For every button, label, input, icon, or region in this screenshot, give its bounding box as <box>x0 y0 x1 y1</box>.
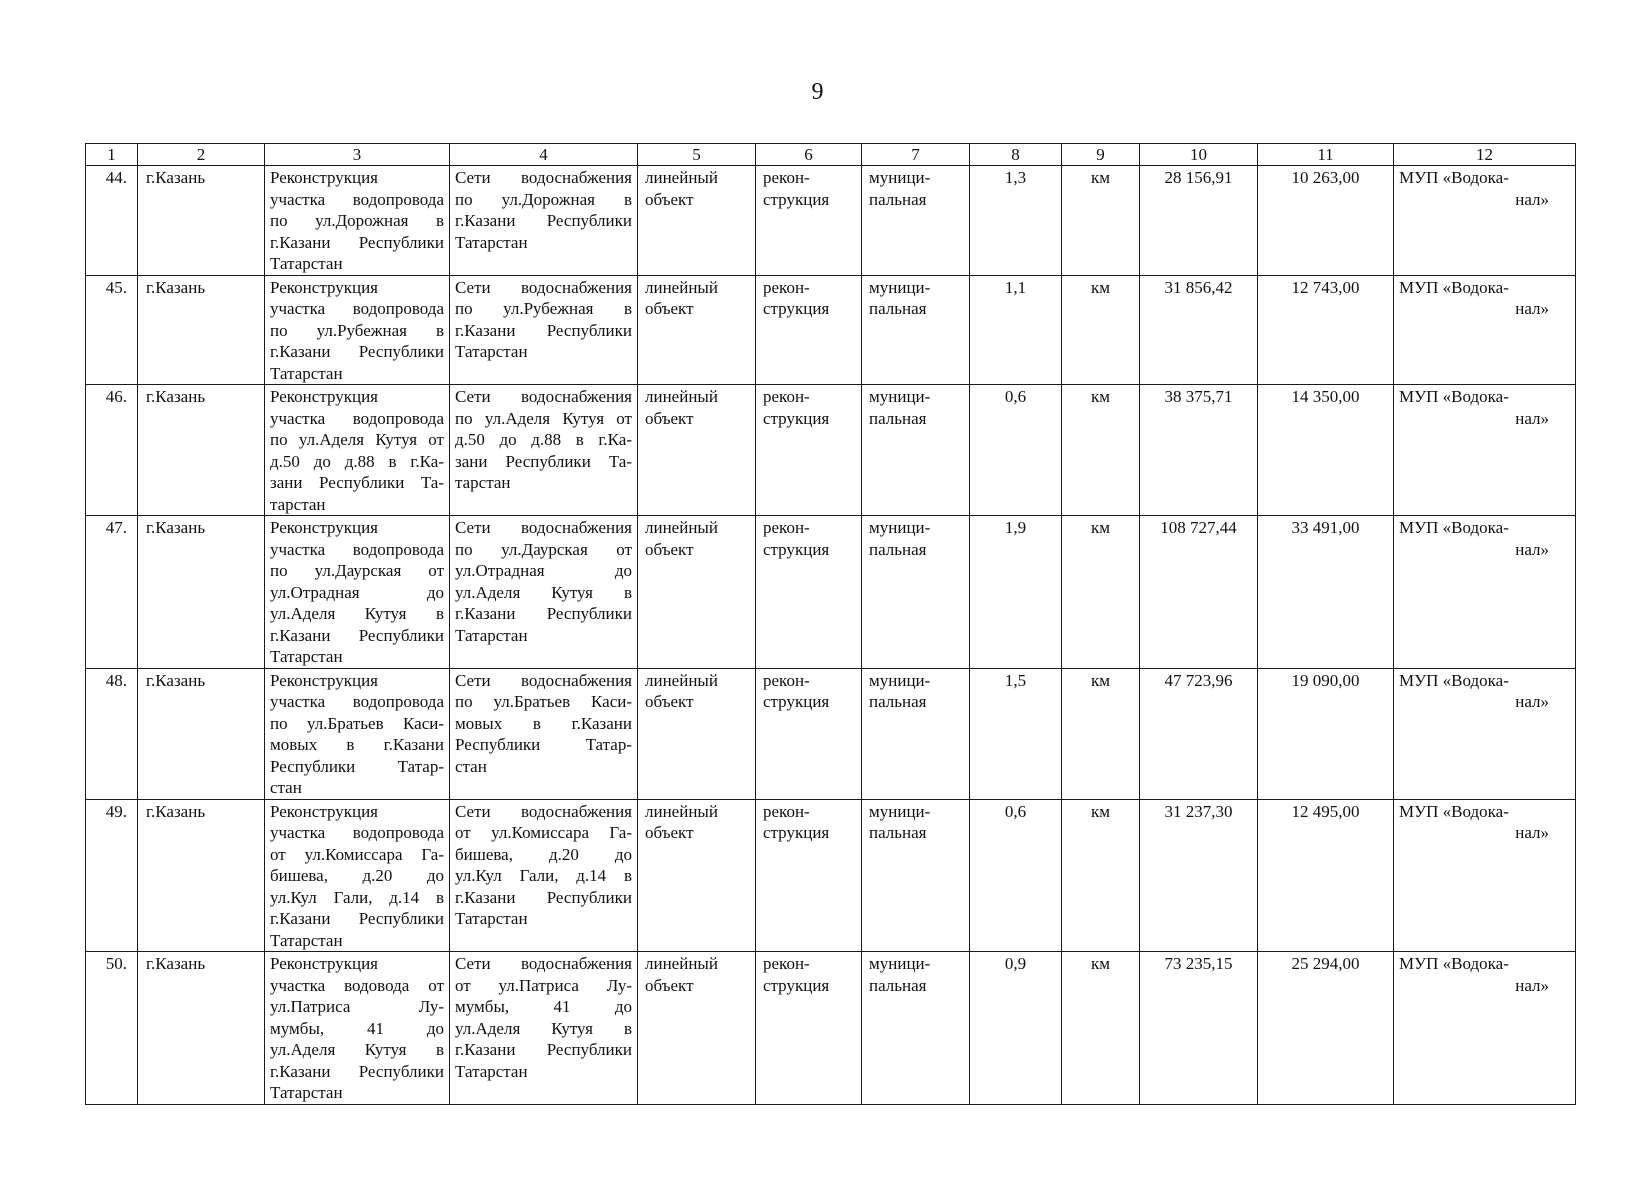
object-name-cell <box>450 166 638 276</box>
unit-cell: км <box>1062 166 1140 276</box>
ownership-cell <box>862 275 970 385</box>
object-name-cell <box>450 275 638 385</box>
length-cell: 1,1 <box>970 275 1062 385</box>
ownership-cell-line: пальная <box>869 975 927 995</box>
object-name-cell-line: Сети водоснабжения <box>455 387 632 406</box>
work-type-cell-line: струкция <box>763 539 830 559</box>
organization-cell-line: нал» <box>1515 189 1549 209</box>
organization-cell-line: МУП «Водока- <box>1399 518 1509 537</box>
work-type-cell <box>756 799 862 952</box>
object-name-cell-line: Татарстан <box>455 342 528 361</box>
object-name-cell-line: Сети водоснабжения <box>455 954 632 973</box>
row-number-cell: 46. <box>86 385 138 516</box>
object-name-cell-line: Сети водоснабжения <box>455 801 632 821</box>
work-type-cell <box>756 385 862 516</box>
city-cell: г.Казань <box>138 166 265 276</box>
project-name-cell-line: ул.Патриса Лу- <box>270 997 444 1016</box>
cost-cell: 28 156,91 <box>1140 166 1258 276</box>
object-type-cell <box>638 275 756 385</box>
city-cell: г.Казань <box>138 952 265 1105</box>
object-type-cell <box>638 166 756 276</box>
project-name-cell-line: по ул.Дорожная в <box>270 211 444 230</box>
object-name-cell-line: Татарстан <box>455 625 528 645</box>
project-name-cell-line: участка водопровода <box>270 299 444 318</box>
unit-cell: км <box>1062 668 1140 799</box>
object-name-cell-line: от ул.Комиссара Га- <box>455 823 632 842</box>
object-type-cell-line: объект <box>645 692 694 711</box>
cost-cell: 38 375,71 <box>1140 385 1258 516</box>
object-type-cell <box>638 952 756 1105</box>
row-number-cell: 48. <box>86 668 138 799</box>
ownership-cell-line: пальная <box>869 408 927 428</box>
project-name-cell <box>265 516 450 669</box>
object-name-cell-line: по ул.Дорожная в <box>455 189 632 209</box>
object-name-cell-line: по ул.Даурская от <box>455 539 632 559</box>
work-type-cell <box>756 668 862 799</box>
header-cell: 4 <box>450 144 638 166</box>
object-name-cell-line: г.Казани Республики <box>455 887 632 907</box>
object-name-cell-line: ул.Кул Гали, д.14 в <box>455 866 632 885</box>
object-type-cell-line: объект <box>645 975 694 995</box>
object-type-cell-line: линейный <box>645 801 718 821</box>
table-row <box>86 516 1576 669</box>
project-name-cell-line: г.Казани Республики <box>270 232 444 252</box>
organization-cell-line: нал» <box>1515 692 1549 711</box>
work-type-cell-line: струкция <box>763 408 830 428</box>
header-cell: 6 <box>756 144 862 166</box>
work-type-cell-line: рекон- <box>763 954 810 973</box>
project-name-cell-line: участка водопровода <box>270 189 444 209</box>
project-name-cell-line: мумбы, 41 до <box>270 1018 444 1038</box>
table-row <box>86 799 1576 952</box>
unit-cell: км <box>1062 799 1140 952</box>
project-name-cell-line: Реконструкция <box>270 801 379 821</box>
ownership-cell-line: пальная <box>869 823 927 842</box>
amount-cell: 33 491,00 <box>1258 516 1394 669</box>
length-cell: 1,5 <box>970 668 1062 799</box>
project-name-cell-line: участка водопровода <box>270 539 444 559</box>
object-type-cell-line: объект <box>645 189 694 209</box>
object-type-cell-line: линейный <box>645 670 718 690</box>
object-name-cell-line: Сети водоснабжения <box>455 277 632 297</box>
object-name-cell <box>450 668 638 799</box>
header-cell: 7 <box>862 144 970 166</box>
project-name-cell-line: Реконструкция <box>270 168 379 187</box>
organization-cell <box>1394 385 1576 516</box>
ownership-cell-line: муници- <box>869 387 931 406</box>
amount-cell: 12 743,00 <box>1258 275 1394 385</box>
project-name-cell-line: г.Казани Республики <box>270 909 444 928</box>
ownership-cell-line: муници- <box>869 801 931 821</box>
amount-cell: 14 350,00 <box>1258 385 1394 516</box>
project-name-cell-line: Реконструкция <box>270 954 379 973</box>
object-name-cell-line: г.Казани Республики <box>455 1040 632 1059</box>
ownership-cell-line: пальная <box>869 692 927 711</box>
organization-cell-line: нал» <box>1515 408 1549 428</box>
work-type-cell-line: струкция <box>763 299 830 318</box>
cost-cell: 31 237,30 <box>1140 799 1258 952</box>
work-type-cell <box>756 275 862 385</box>
header-cell: 2 <box>138 144 265 166</box>
object-name-cell-line: д.50 до д.88 в г.Ка- <box>455 430 632 449</box>
object-type-cell-line: линейный <box>645 518 718 537</box>
unit-cell: км <box>1062 385 1140 516</box>
organization-cell-line: нал» <box>1515 975 1549 995</box>
header-cell: 3 <box>265 144 450 166</box>
row-number-cell: 50. <box>86 952 138 1105</box>
object-name-cell-line: Татарстан <box>455 232 528 252</box>
city-cell: г.Казань <box>138 799 265 952</box>
object-name-cell-line: тарстан <box>455 473 511 492</box>
data-table-wrapper <box>85 143 1575 1105</box>
organization-cell-line: МУП «Водока- <box>1399 670 1509 690</box>
organization-cell-line: МУП «Водока- <box>1399 277 1509 297</box>
object-name-cell-line: по ул.Братьев Каси- <box>455 692 632 711</box>
ownership-cell-line: муници- <box>869 954 931 973</box>
object-name-cell-line: бишева, д.20 до <box>455 844 632 864</box>
ownership-cell <box>862 668 970 799</box>
city-cell: г.Казань <box>138 516 265 669</box>
organization-cell <box>1394 516 1576 669</box>
project-name-cell-line: г.Казани Республики <box>270 1061 444 1081</box>
header-cell: 1 <box>86 144 138 166</box>
object-type-cell <box>638 668 756 799</box>
object-name-cell-line: мумбы, 41 до <box>455 997 632 1016</box>
data-table <box>85 143 1576 1105</box>
object-name-cell-line: стан <box>455 756 487 776</box>
project-name-cell-line: по ул.Рубежная в <box>270 320 444 340</box>
organization-cell <box>1394 166 1576 276</box>
work-type-cell-line: струкция <box>763 189 830 209</box>
object-name-cell <box>450 952 638 1105</box>
object-type-cell <box>638 385 756 516</box>
object-name-cell-line: Сети водоснабжения <box>455 168 632 187</box>
work-type-cell-line: струкция <box>763 692 830 711</box>
length-cell: 0,6 <box>970 385 1062 516</box>
object-name-cell-line: ул.Аделя Кутуя в <box>455 1018 632 1038</box>
page-number: 9 <box>811 79 824 105</box>
object-name-cell-line: зани Республики Та- <box>455 451 632 471</box>
cost-cell: 73 235,15 <box>1140 952 1258 1105</box>
project-name-cell-line: участка водопровода <box>270 692 444 711</box>
project-name-cell-line: Реконструкция <box>270 277 379 297</box>
project-name-cell-line: тарстан <box>270 494 326 514</box>
length-cell: 0,6 <box>970 799 1062 952</box>
object-type-cell-line: объект <box>645 299 694 318</box>
organization-cell <box>1394 799 1576 952</box>
city-cell: г.Казань <box>138 668 265 799</box>
project-name-cell <box>265 275 450 385</box>
unit-cell: км <box>1062 275 1140 385</box>
length-cell: 1,3 <box>970 166 1062 276</box>
project-name-cell-line: мовых в г.Казани <box>270 735 444 754</box>
table-body <box>86 166 1576 1105</box>
work-type-cell-line: рекон- <box>763 801 810 821</box>
ownership-cell <box>862 952 970 1105</box>
work-type-cell-line: рекон- <box>763 670 810 690</box>
project-name-cell-line: ул.Отрадная до <box>270 582 444 602</box>
project-name-cell-line: Татарстан <box>270 1083 343 1102</box>
project-name-cell-line: Республики Татар- <box>270 756 444 776</box>
organization-cell-line: МУП «Водока- <box>1399 387 1509 406</box>
object-name-cell-line: Татарстан <box>455 909 528 928</box>
object-name-cell <box>450 385 638 516</box>
unit-cell: км <box>1062 516 1140 669</box>
object-type-cell <box>638 799 756 952</box>
work-type-cell-line: рекон- <box>763 168 810 187</box>
object-name-cell-line: ул.Отрадная до <box>455 561 632 580</box>
project-name-cell <box>265 799 450 952</box>
length-cell: 1,9 <box>970 516 1062 669</box>
object-name-cell-line: г.Казани Республики <box>455 211 632 230</box>
project-name-cell-line: стан <box>270 778 302 797</box>
object-name-cell-line: от ул.Патриса Лу- <box>455 975 632 995</box>
header-cell: 11 <box>1258 144 1394 166</box>
project-name-cell <box>265 385 450 516</box>
amount-cell: 19 090,00 <box>1258 668 1394 799</box>
ownership-cell-line: пальная <box>869 189 927 209</box>
work-type-cell-line: струкция <box>763 975 830 995</box>
object-name-cell-line: Татарстан <box>455 1061 528 1081</box>
object-name-cell-line: мовых в г.Казани <box>455 713 632 733</box>
project-name-cell-line: ул.Кул Гали, д.14 в <box>270 887 444 907</box>
row-number-cell: 44. <box>86 166 138 276</box>
project-name-cell-line: г.Казани Республики <box>270 625 444 645</box>
unit-cell: км <box>1062 952 1140 1105</box>
organization-cell <box>1394 275 1576 385</box>
object-type-cell-line: объект <box>645 408 694 428</box>
project-name-cell-line: участка водовода от <box>270 975 444 995</box>
project-name-cell-line: зани Республики Та- <box>270 473 444 492</box>
project-name-cell-line: Татарстан <box>270 363 343 383</box>
organization-cell-line: МУП «Водока- <box>1399 168 1509 187</box>
city-cell: г.Казань <box>138 385 265 516</box>
organization-cell-line: нал» <box>1515 823 1549 842</box>
project-name-cell-line: ул.Аделя Кутуя в <box>270 1040 444 1059</box>
object-name-cell-line: Сети водоснабжения <box>455 670 632 690</box>
object-type-cell-line: объект <box>645 823 694 842</box>
header-cell: 12 <box>1394 144 1576 166</box>
object-type-cell-line: объект <box>645 539 694 559</box>
project-name-cell-line: ул.Аделя Кутуя в <box>270 604 444 623</box>
table-row <box>86 166 1576 276</box>
object-name-cell-line: Сети водоснабжения <box>455 518 632 537</box>
project-name-cell-line: бишева, д.20 до <box>270 866 444 885</box>
organization-cell-line: МУП «Водока- <box>1399 801 1509 821</box>
organization-cell-line: МУП «Водока- <box>1399 954 1509 973</box>
object-name-cell-line: г.Казани Республики <box>455 604 632 623</box>
object-type-cell-line: линейный <box>645 168 718 187</box>
project-name-cell-line: Реконструкция <box>270 518 379 537</box>
header-row <box>86 144 1576 166</box>
object-type-cell <box>638 516 756 669</box>
organization-cell-line: нал» <box>1515 299 1549 318</box>
header-cell: 10 <box>1140 144 1258 166</box>
row-number-cell: 45. <box>86 275 138 385</box>
amount-cell: 10 263,00 <box>1258 166 1394 276</box>
ownership-cell-line: муници- <box>869 518 931 537</box>
project-name-cell-line: Татарстан <box>270 254 343 273</box>
city-cell: г.Казань <box>138 275 265 385</box>
organization-cell-line: нал» <box>1515 539 1549 559</box>
ownership-cell-line: муници- <box>869 670 931 690</box>
row-number-cell: 47. <box>86 516 138 669</box>
work-type-cell <box>756 952 862 1105</box>
project-name-cell-line: Реконструкция <box>270 670 379 690</box>
work-type-cell-line: рекон- <box>763 387 810 406</box>
table-row <box>86 952 1576 1105</box>
organization-cell <box>1394 952 1576 1105</box>
cost-cell: 47 723,96 <box>1140 668 1258 799</box>
ownership-cell-line: муници- <box>869 277 931 297</box>
header-cell: 9 <box>1062 144 1140 166</box>
ownership-cell-line: муници- <box>869 168 931 187</box>
project-name-cell-line: Реконструкция <box>270 387 379 406</box>
project-name-cell-line: Татарстан <box>270 930 343 950</box>
project-name-cell-line: участка водопровода <box>270 823 444 842</box>
project-name-cell-line: участка водопровода <box>270 408 444 428</box>
project-name-cell-line: д.50 до д.88 в г.Ка- <box>270 451 444 471</box>
ownership-cell <box>862 516 970 669</box>
project-name-cell-line: от ул.Комиссара Га- <box>270 844 444 864</box>
project-name-cell <box>265 166 450 276</box>
work-type-cell <box>756 166 862 276</box>
work-type-cell-line: рекон- <box>763 277 810 297</box>
object-name-cell-line: по ул.Рубежная в <box>455 299 632 318</box>
project-name-cell-line: по ул.Братьев Каси- <box>270 713 444 733</box>
cost-cell: 108 727,44 <box>1140 516 1258 669</box>
header-cell: 8 <box>970 144 1062 166</box>
ownership-cell-line: пальная <box>869 539 927 559</box>
project-name-cell-line: г.Казани Республики <box>270 342 444 361</box>
cost-cell: 31 856,42 <box>1140 275 1258 385</box>
object-name-cell-line: Республики Татар- <box>455 735 632 754</box>
ownership-cell <box>862 799 970 952</box>
object-type-cell-line: линейный <box>645 954 718 973</box>
table-row <box>86 668 1576 799</box>
work-type-cell-line: рекон- <box>763 518 810 537</box>
object-name-cell <box>450 799 638 952</box>
work-type-cell-line: струкция <box>763 823 830 842</box>
ownership-cell <box>862 385 970 516</box>
object-name-cell-line: ул.Аделя Кутуя в <box>455 582 632 602</box>
amount-cell: 12 495,00 <box>1258 799 1394 952</box>
project-name-cell-line: по ул.Даурская от <box>270 561 444 580</box>
object-type-cell-line: линейный <box>645 277 718 297</box>
ownership-cell <box>862 166 970 276</box>
table-row <box>86 275 1576 385</box>
object-type-cell-line: линейный <box>645 387 718 406</box>
project-name-cell-line: по ул.Аделя Кутуя от <box>270 430 444 449</box>
project-name-cell <box>265 952 450 1105</box>
project-name-cell <box>265 668 450 799</box>
row-number-cell: 49. <box>86 799 138 952</box>
work-type-cell <box>756 516 862 669</box>
object-name-cell <box>450 516 638 669</box>
ownership-cell-line: пальная <box>869 299 927 318</box>
header-cell: 5 <box>638 144 756 166</box>
organization-cell <box>1394 668 1576 799</box>
amount-cell: 25 294,00 <box>1258 952 1394 1105</box>
project-name-cell-line: Татарстан <box>270 647 343 666</box>
object-name-cell-line: по ул.Аделя Кутуя от <box>455 408 632 428</box>
table-row <box>86 385 1576 516</box>
object-name-cell-line: г.Казани Республики <box>455 320 632 340</box>
length-cell: 0,9 <box>970 952 1062 1105</box>
